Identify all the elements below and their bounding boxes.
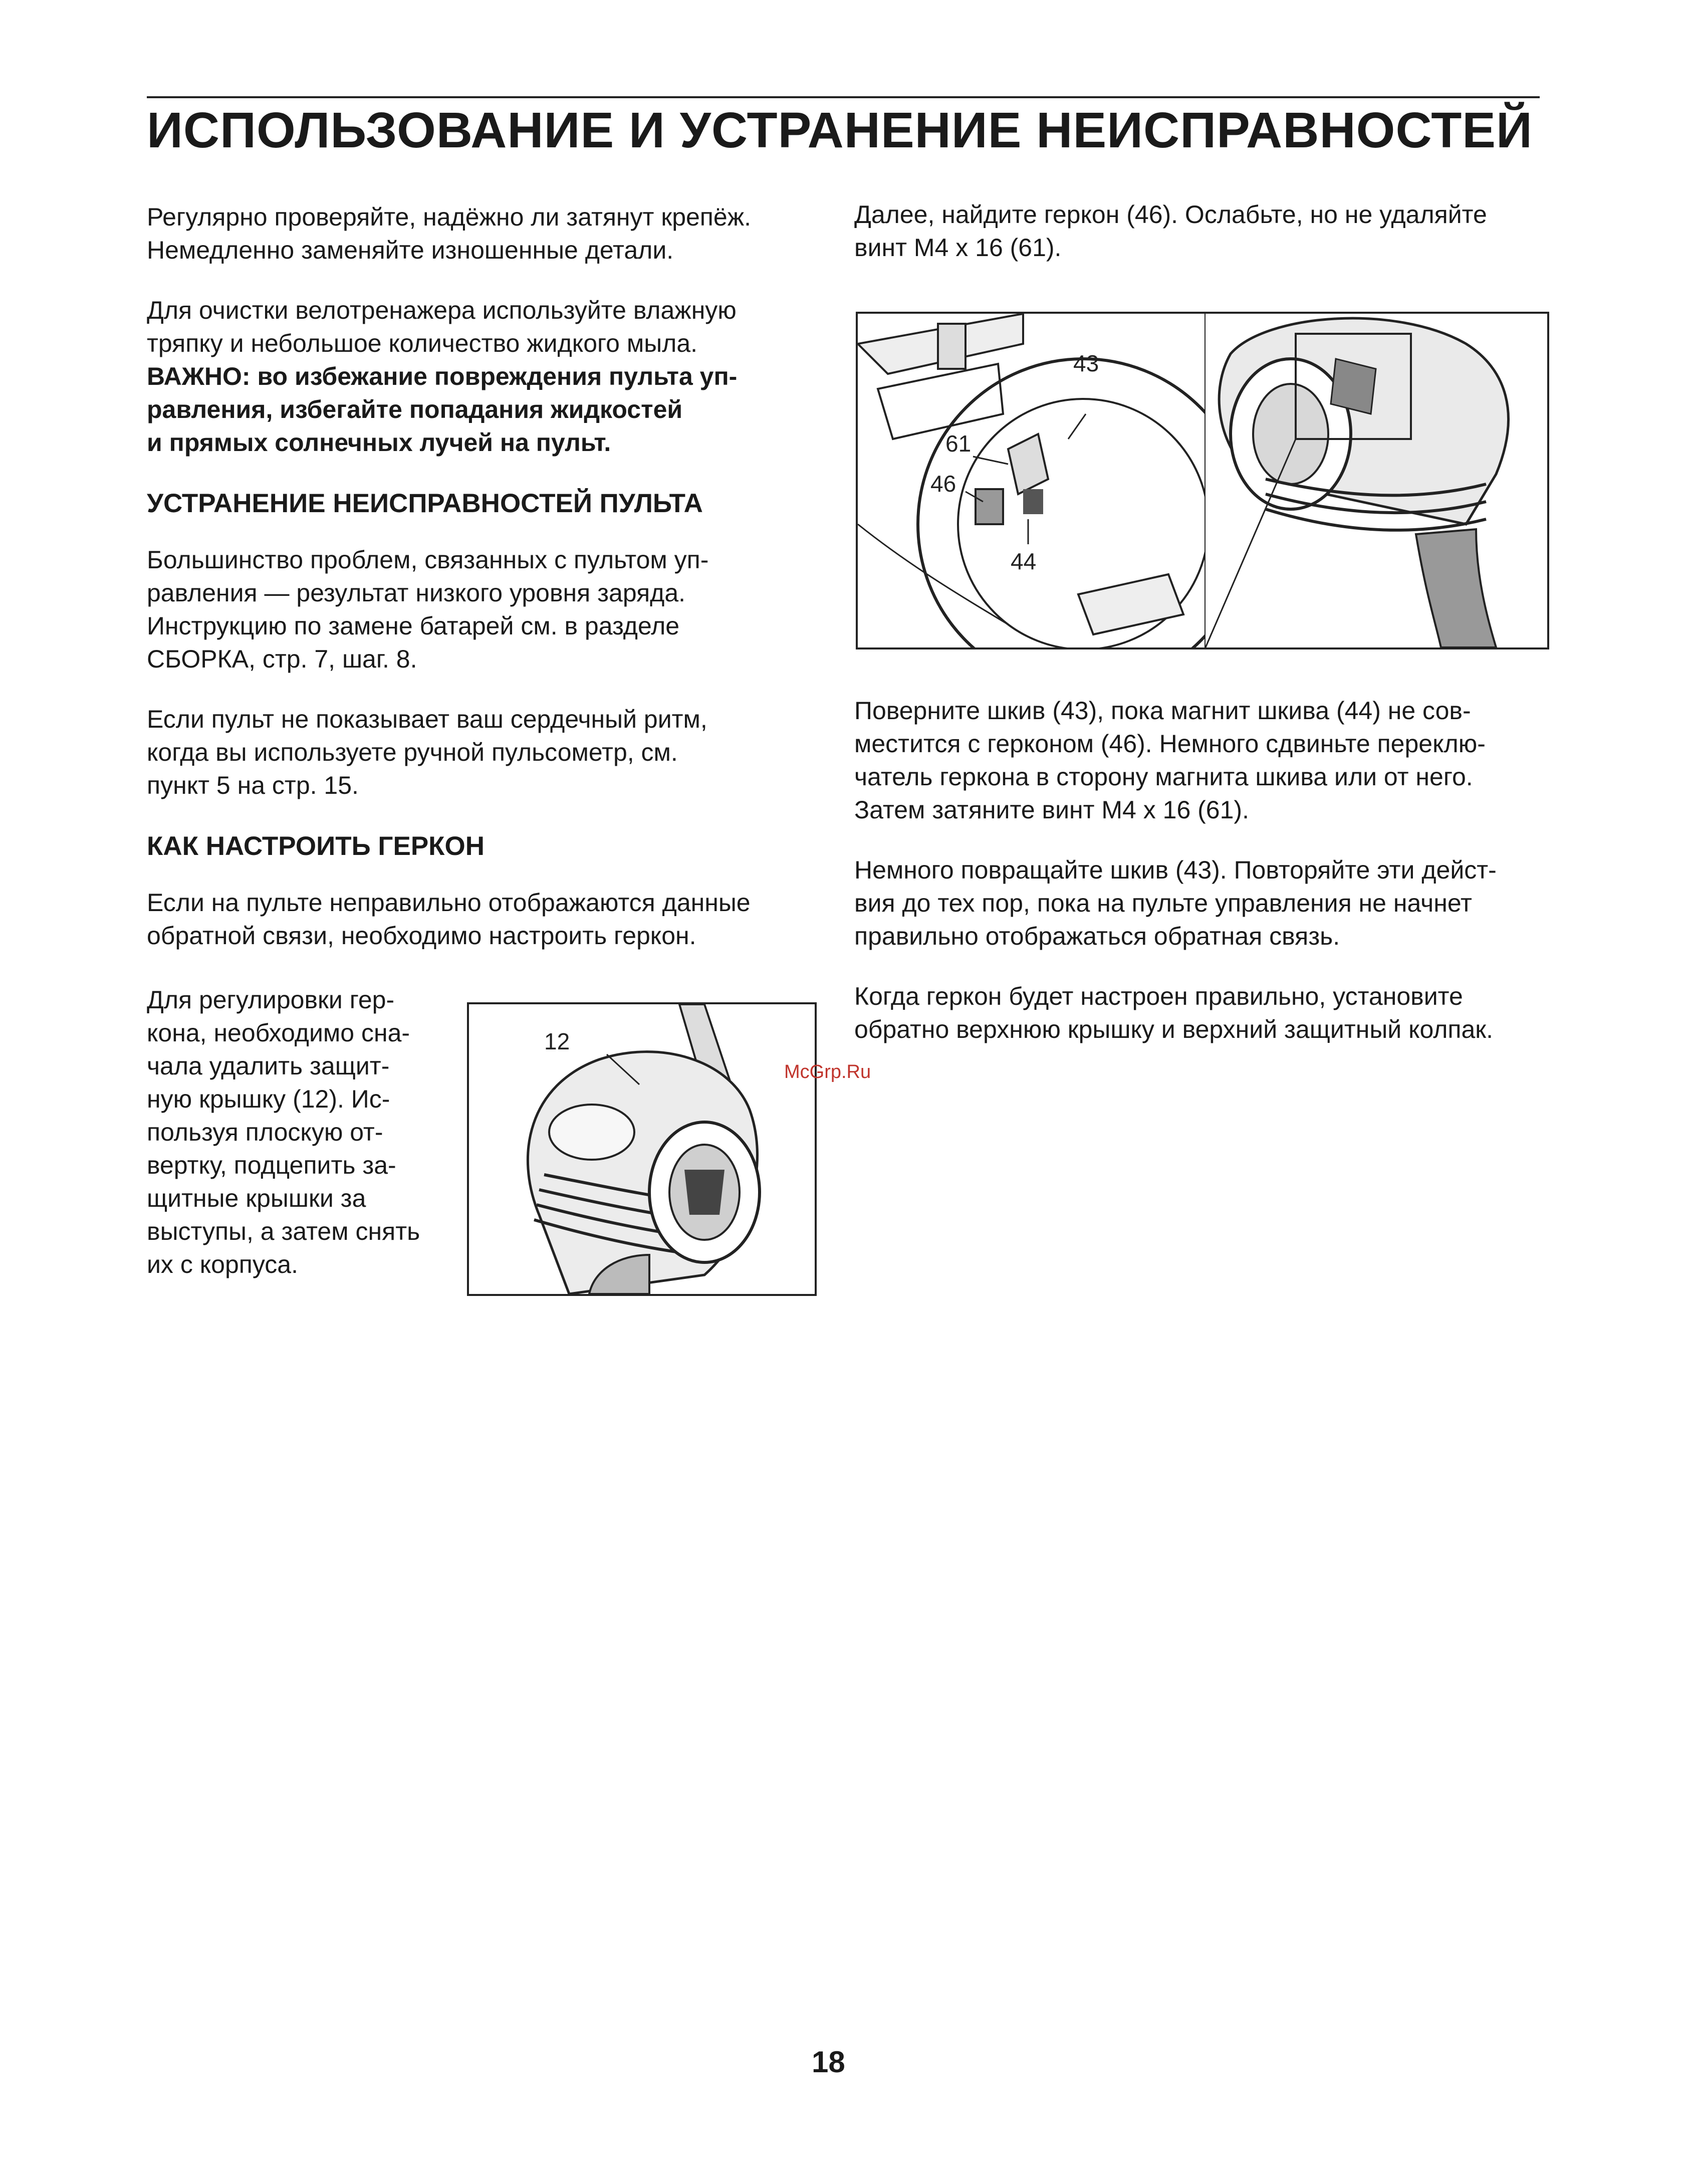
right-column-lower (854, 694, 1546, 1046)
reed-switch-illustration (858, 314, 1207, 647)
cover-illustration (469, 1004, 815, 1294)
figure-reed-switch-closeup (856, 312, 1209, 649)
cover-removal-text: Для регулировки гер- кона, необходимо сна- чала удалить защит- ную крышку (12). Ис- пользуя плоскую от- вертку, подцепить за- щитные крышки за выступы, а затем снять их с корпуса. (147, 986, 420, 1278)
important-warning: ВАЖНО: во избежание повреждения пульта уп- (147, 362, 738, 390)
paragraph-heart-rate: Если пульт не показывает ваш сердечный ритм, когда вы используете ручной пульсометр, см. пункт 5 на стр. 15. (147, 705, 707, 799)
left-column (147, 200, 818, 952)
paragraph-fasteners: Регулярно проверяйте, надёжно ли затянут крепёж. Немедленно заменяйте изношенные детали. (147, 203, 752, 264)
page-title: ИСПОЛЬЗОВАНИЕ И УСТРАНЕНИЕ НЕИСПРАВНОСТЕЙ (147, 102, 1533, 158)
paragraph-cleaning: Для очистки велотренажера используйте влажную тряпку и небольшое количество жидкого мыла. ВАЖНО: во избежание повреждения пульта уп- равления, избегайте попадания жидкостей и прямых солнечных лучей на пульт. (147, 296, 738, 457)
callout-46: 46 (930, 471, 956, 497)
housing-illustration (1206, 314, 1547, 647)
callout-44: 44 (1011, 548, 1037, 574)
paragraph-feedback: Если на пульте неправильно отображаются данные обратной связи, необходимо настроить геркон. (147, 889, 751, 950)
callout-61: 61 (945, 430, 972, 457)
paragraph-align-magnet: Поверните шкив (43), пока магнит шкива (44) не сов- местится с герконом (46). Немного сдвиньте переклю- чатель геркона в сторону магнита шкива или от него. Затем затяните винт M4 x 16 (61). (854, 697, 1486, 824)
figure-protective-cover (467, 1002, 817, 1296)
figure-reed-switch-location (1204, 312, 1549, 649)
paragraph-find-reed: Далее, найдите геркон (46). Ослабьте, но не удаляйте винт M4 x 16 (61). (854, 200, 1487, 262)
page-number: 18 (812, 2045, 845, 2079)
right-column (854, 198, 1546, 264)
section-heading-reed-switch: КАК НАСТРОИТЬ ГЕРКОН (147, 831, 485, 861)
paragraph-reinstall-cover: Когда геркон будет настроен правильно, установите обратно верхнюю крышку и верхний защитный колпак. (854, 982, 1494, 1043)
header-rule (147, 96, 1540, 98)
watermark: McGrp.Ru (784, 1061, 871, 1082)
callout-12: 12 (544, 1028, 570, 1054)
callout-43: 43 (1073, 350, 1099, 376)
paragraph-rotate-pulley: Немного повращайте шкив (43). Повторяйте эти дейст- вия до тех пор, пока на пульте управления не начнет правильно отображаться обратная связь. (854, 856, 1497, 950)
paragraph-battery: Большинство проблем, связанных с пультом уп- равления — результат низкого уровня заряда. Инструкцию по замене батарей см. в разделе СБОРКА, стр. 7, шаг. 8. (147, 546, 709, 673)
section-heading-console: УСТРАНЕНИЕ НЕИСПРАВНОСТЕЙ ПУЛЬТА (147, 489, 703, 518)
